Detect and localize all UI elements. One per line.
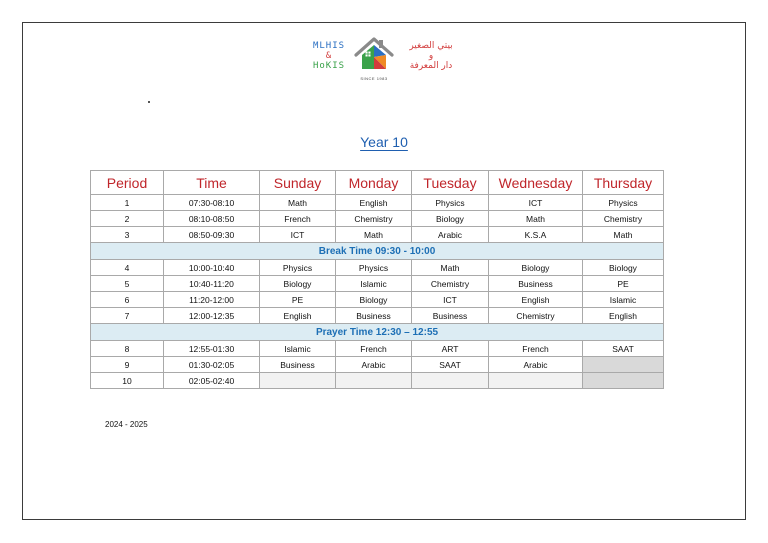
- empty-subject-cell: [583, 357, 664, 373]
- table-row: [91, 292, 664, 308]
- house-logo-icon: [352, 33, 396, 77]
- subject-cell: Islamic: [583, 292, 664, 308]
- subject-cell: SAAT: [583, 341, 664, 357]
- time-cell: 12:00-12:35: [164, 308, 260, 324]
- subject-cell: Biology: [489, 260, 583, 276]
- table-row: [91, 308, 664, 324]
- subject-cell: K.S.A: [489, 227, 583, 243]
- subject-cell: Business: [260, 357, 336, 373]
- table-row: [91, 195, 664, 211]
- prayer-row: [91, 324, 664, 341]
- subject-cell: Physics: [260, 260, 336, 276]
- subject-cell: ICT: [260, 227, 336, 243]
- subject-cell: Chemistry: [583, 211, 664, 227]
- timetable-page: [22, 22, 746, 520]
- subject-cell: French: [336, 341, 412, 357]
- logo-en-line-3: HoKIS: [312, 61, 346, 71]
- subject-cell: PE: [260, 292, 336, 308]
- table-row: [91, 211, 664, 227]
- table-header-row: [91, 171, 664, 195]
- time-cell: 12:55-01:30: [164, 341, 260, 357]
- period-cell: 2: [91, 211, 164, 227]
- subject-cell: Math: [489, 211, 583, 227]
- timetable-table: [90, 170, 664, 389]
- subject-cell: Biology: [412, 211, 489, 227]
- table-row: [91, 227, 664, 243]
- subject-cell: Physics: [336, 260, 412, 276]
- subject-cell: Islamic: [336, 276, 412, 292]
- subject-cell: Physics: [583, 195, 664, 211]
- column-header: Sunday: [260, 171, 336, 195]
- page-title: [23, 134, 745, 152]
- subject-cell: Chemistry: [489, 308, 583, 324]
- time-cell: 11:20-12:00: [164, 292, 260, 308]
- subject-cell: English: [583, 308, 664, 324]
- subject-cell: English: [489, 292, 583, 308]
- time-cell: 08:50-09:30: [164, 227, 260, 243]
- academic-year: 2024 - 2025: [105, 420, 148, 429]
- period-cell: 10: [91, 373, 164, 389]
- column-header: Time: [164, 171, 260, 195]
- time-cell: 10:40-11:20: [164, 276, 260, 292]
- table-row: [91, 357, 664, 373]
- subject-cell: Math: [583, 227, 664, 243]
- subject-cell: ART: [412, 341, 489, 357]
- time-cell: 01:30-02:05: [164, 357, 260, 373]
- logo-en-line-1: MLHIS: [312, 41, 346, 51]
- subject-cell: PE: [583, 276, 664, 292]
- period-cell: 8: [91, 341, 164, 357]
- empty-subject-cell: [489, 373, 583, 389]
- subject-cell: Business: [336, 308, 412, 324]
- table-row: [91, 276, 664, 292]
- subject-cell: ICT: [412, 292, 489, 308]
- subject-cell: SAAT: [412, 357, 489, 373]
- break-row: [91, 243, 664, 260]
- period-cell: 3: [91, 227, 164, 243]
- subject-cell: Math: [336, 227, 412, 243]
- prayer-time-label: Prayer Time 12:30 – 12:55: [91, 324, 664, 341]
- time-cell: 02:05-02:40: [164, 373, 260, 389]
- logo-ar-line-2: و: [428, 51, 434, 61]
- subject-cell: Math: [260, 195, 336, 211]
- period-cell: 7: [91, 308, 164, 324]
- subject-cell: Biology: [583, 260, 664, 276]
- column-header: Period: [91, 171, 164, 195]
- empty-subject-cell: [412, 373, 489, 389]
- column-header: Thursday: [583, 171, 664, 195]
- subject-cell: Math: [412, 260, 489, 276]
- subject-cell: ICT: [489, 195, 583, 211]
- subject-cell: Physics: [412, 195, 489, 211]
- empty-subject-cell: [260, 373, 336, 389]
- period-cell: 1: [91, 195, 164, 211]
- period-cell: 4: [91, 260, 164, 276]
- page-title-text: Year 10: [360, 134, 408, 150]
- time-cell: 10:00-10:40: [164, 260, 260, 276]
- school-logo: [306, 33, 466, 85]
- logo-ar-line-3: دار المعرفة: [409, 61, 453, 71]
- time-cell: 08:10-08:50: [164, 211, 260, 227]
- subject-cell: Biology: [260, 276, 336, 292]
- subject-cell: Business: [489, 276, 583, 292]
- empty-subject-cell: [336, 373, 412, 389]
- column-header: Wednesday: [489, 171, 583, 195]
- table-row: [91, 260, 664, 276]
- column-header: Tuesday: [412, 171, 489, 195]
- column-header: Monday: [336, 171, 412, 195]
- empty-subject-cell: [583, 373, 664, 389]
- subject-cell: Chemistry: [412, 276, 489, 292]
- subject-cell: Biology: [336, 292, 412, 308]
- subject-cell: Business: [412, 308, 489, 324]
- subject-cell: Arabic: [336, 357, 412, 373]
- subject-cell: Arabic: [412, 227, 489, 243]
- subject-cell: French: [489, 341, 583, 357]
- logo-en-line-2: &: [325, 51, 333, 61]
- subject-cell: Arabic: [489, 357, 583, 373]
- subject-cell: English: [260, 308, 336, 324]
- logo-english-text: [306, 41, 352, 71]
- table-row: [91, 341, 664, 357]
- subject-cell: Islamic: [260, 341, 336, 357]
- period-cell: 6: [91, 292, 164, 308]
- stray-dot: [148, 101, 150, 103]
- period-cell: 9: [91, 357, 164, 373]
- logo-since-text: SINCE 1983: [360, 76, 388, 81]
- logo-ar-line-1: بيتي الصغير: [409, 41, 453, 51]
- table-row: [91, 373, 664, 389]
- subject-cell: French: [260, 211, 336, 227]
- subject-cell: Chemistry: [336, 211, 412, 227]
- logo-arabic-text: [398, 41, 464, 71]
- period-cell: 5: [91, 276, 164, 292]
- break-time-label: Break Time 09:30 - 10:00: [91, 243, 664, 260]
- subject-cell: English: [336, 195, 412, 211]
- time-cell: 07:30-08:10: [164, 195, 260, 211]
